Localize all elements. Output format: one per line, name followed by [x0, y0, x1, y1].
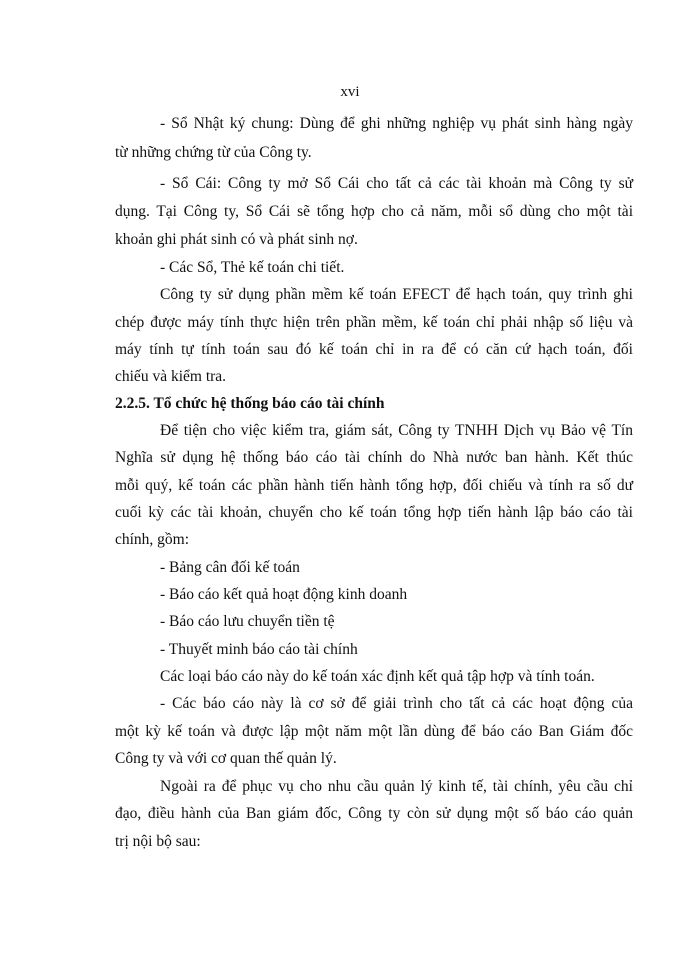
paragraph-line: - Sổ Cái: Công ty mở Sổ Cái cho tất cả các tài khoản mà Công ty sử [160, 175, 633, 192]
list-item: - Bảng cân đối kế toán [160, 559, 300, 576]
paragraph-line: mỗi quý, kế toán các phần hành tiến hành tổng hợp, đối chiếu và tính ra số dư [115, 477, 633, 494]
paragraph-line: đạo, điều hành của Ban giám đốc, Công ty còn sử dụng một số báo cáo quản [115, 805, 633, 822]
paragraph-line: khoản ghi phát sinh có và phát sinh nợ. [115, 231, 358, 248]
list-item: - Báo cáo kết quả hoạt động kinh doanh [160, 586, 408, 603]
paragraph-line: máy tính tự tính toán sau đó kế toán chỉ in ra để có căn cứ hạch toán, đối [115, 341, 633, 358]
paragraph-line: cuối kỳ các tài khoản, chuyển cho kế toán tổng hợp tiến hành lập báo cáo tài [115, 504, 633, 521]
paragraph-line: trị nội bộ sau: [115, 833, 201, 850]
paragraph-line: - Sổ Nhật ký chung: Dùng để ghi những nghiệp vụ phát sinh hàng ngày [160, 115, 633, 132]
paragraph-line: Các loại báo cáo này do kế toán xác định kết quả tập hợp và tính toán. [160, 668, 595, 685]
paragraph-line: chính, gồm: [115, 531, 190, 548]
page-number: xvi [340, 84, 360, 100]
list-item: - Báo cáo lưu chuyển tiền tệ [160, 613, 335, 630]
paragraph-line: Nghĩa sử dụng hệ thống báo cáo tài chính do Nhà nước ban hành. Kết thúc [115, 449, 633, 466]
paragraph-line: một kỳ kế toán và được lập một năm một lần dùng để báo cáo Ban Giám đốc [115, 723, 633, 740]
paragraph-line: Để tiện cho việc kiểm tra, giám sát, Công ty TNHH Dịch vụ Bảo vệ Tín [160, 422, 633, 439]
paragraph-line: từ những chứng từ của Công ty. [115, 144, 312, 161]
paragraph-line: dụng. Tại Công ty, Sổ Cái sẽ tổng hợp cho cả năm, mỗi sổ dùng cho một tài [115, 203, 633, 220]
paragraph-line: Công ty sử dụng phần mềm kế toán EFECT để hạch toán, quy trình ghi [160, 286, 633, 303]
section-heading: 2.2.5. Tổ chức hệ thống báo cáo tài chính [115, 395, 385, 412]
paragraph-line: - Các báo cáo này là cơ sở để giải trình cho tất cả các hoạt động của [160, 695, 633, 712]
paragraph-line: chép được máy tính thực hiện trên phần mềm, kế toán chỉ phải nhập số liệu và [115, 314, 633, 331]
list-item: - Thuyết minh báo cáo tài chính [160, 641, 358, 658]
paragraph-line: Ngoài ra để phục vụ cho nhu cầu quản lý kinh tế, tài chính, yêu cầu chỉ [160, 778, 633, 795]
paragraph-line: Công ty và với cơ quan thế quản lý. [115, 750, 337, 767]
paragraph-line: chiếu và kiểm tra. [115, 368, 227, 385]
list-item: - Các Sổ, Thẻ kế toán chi tiết. [160, 259, 345, 276]
